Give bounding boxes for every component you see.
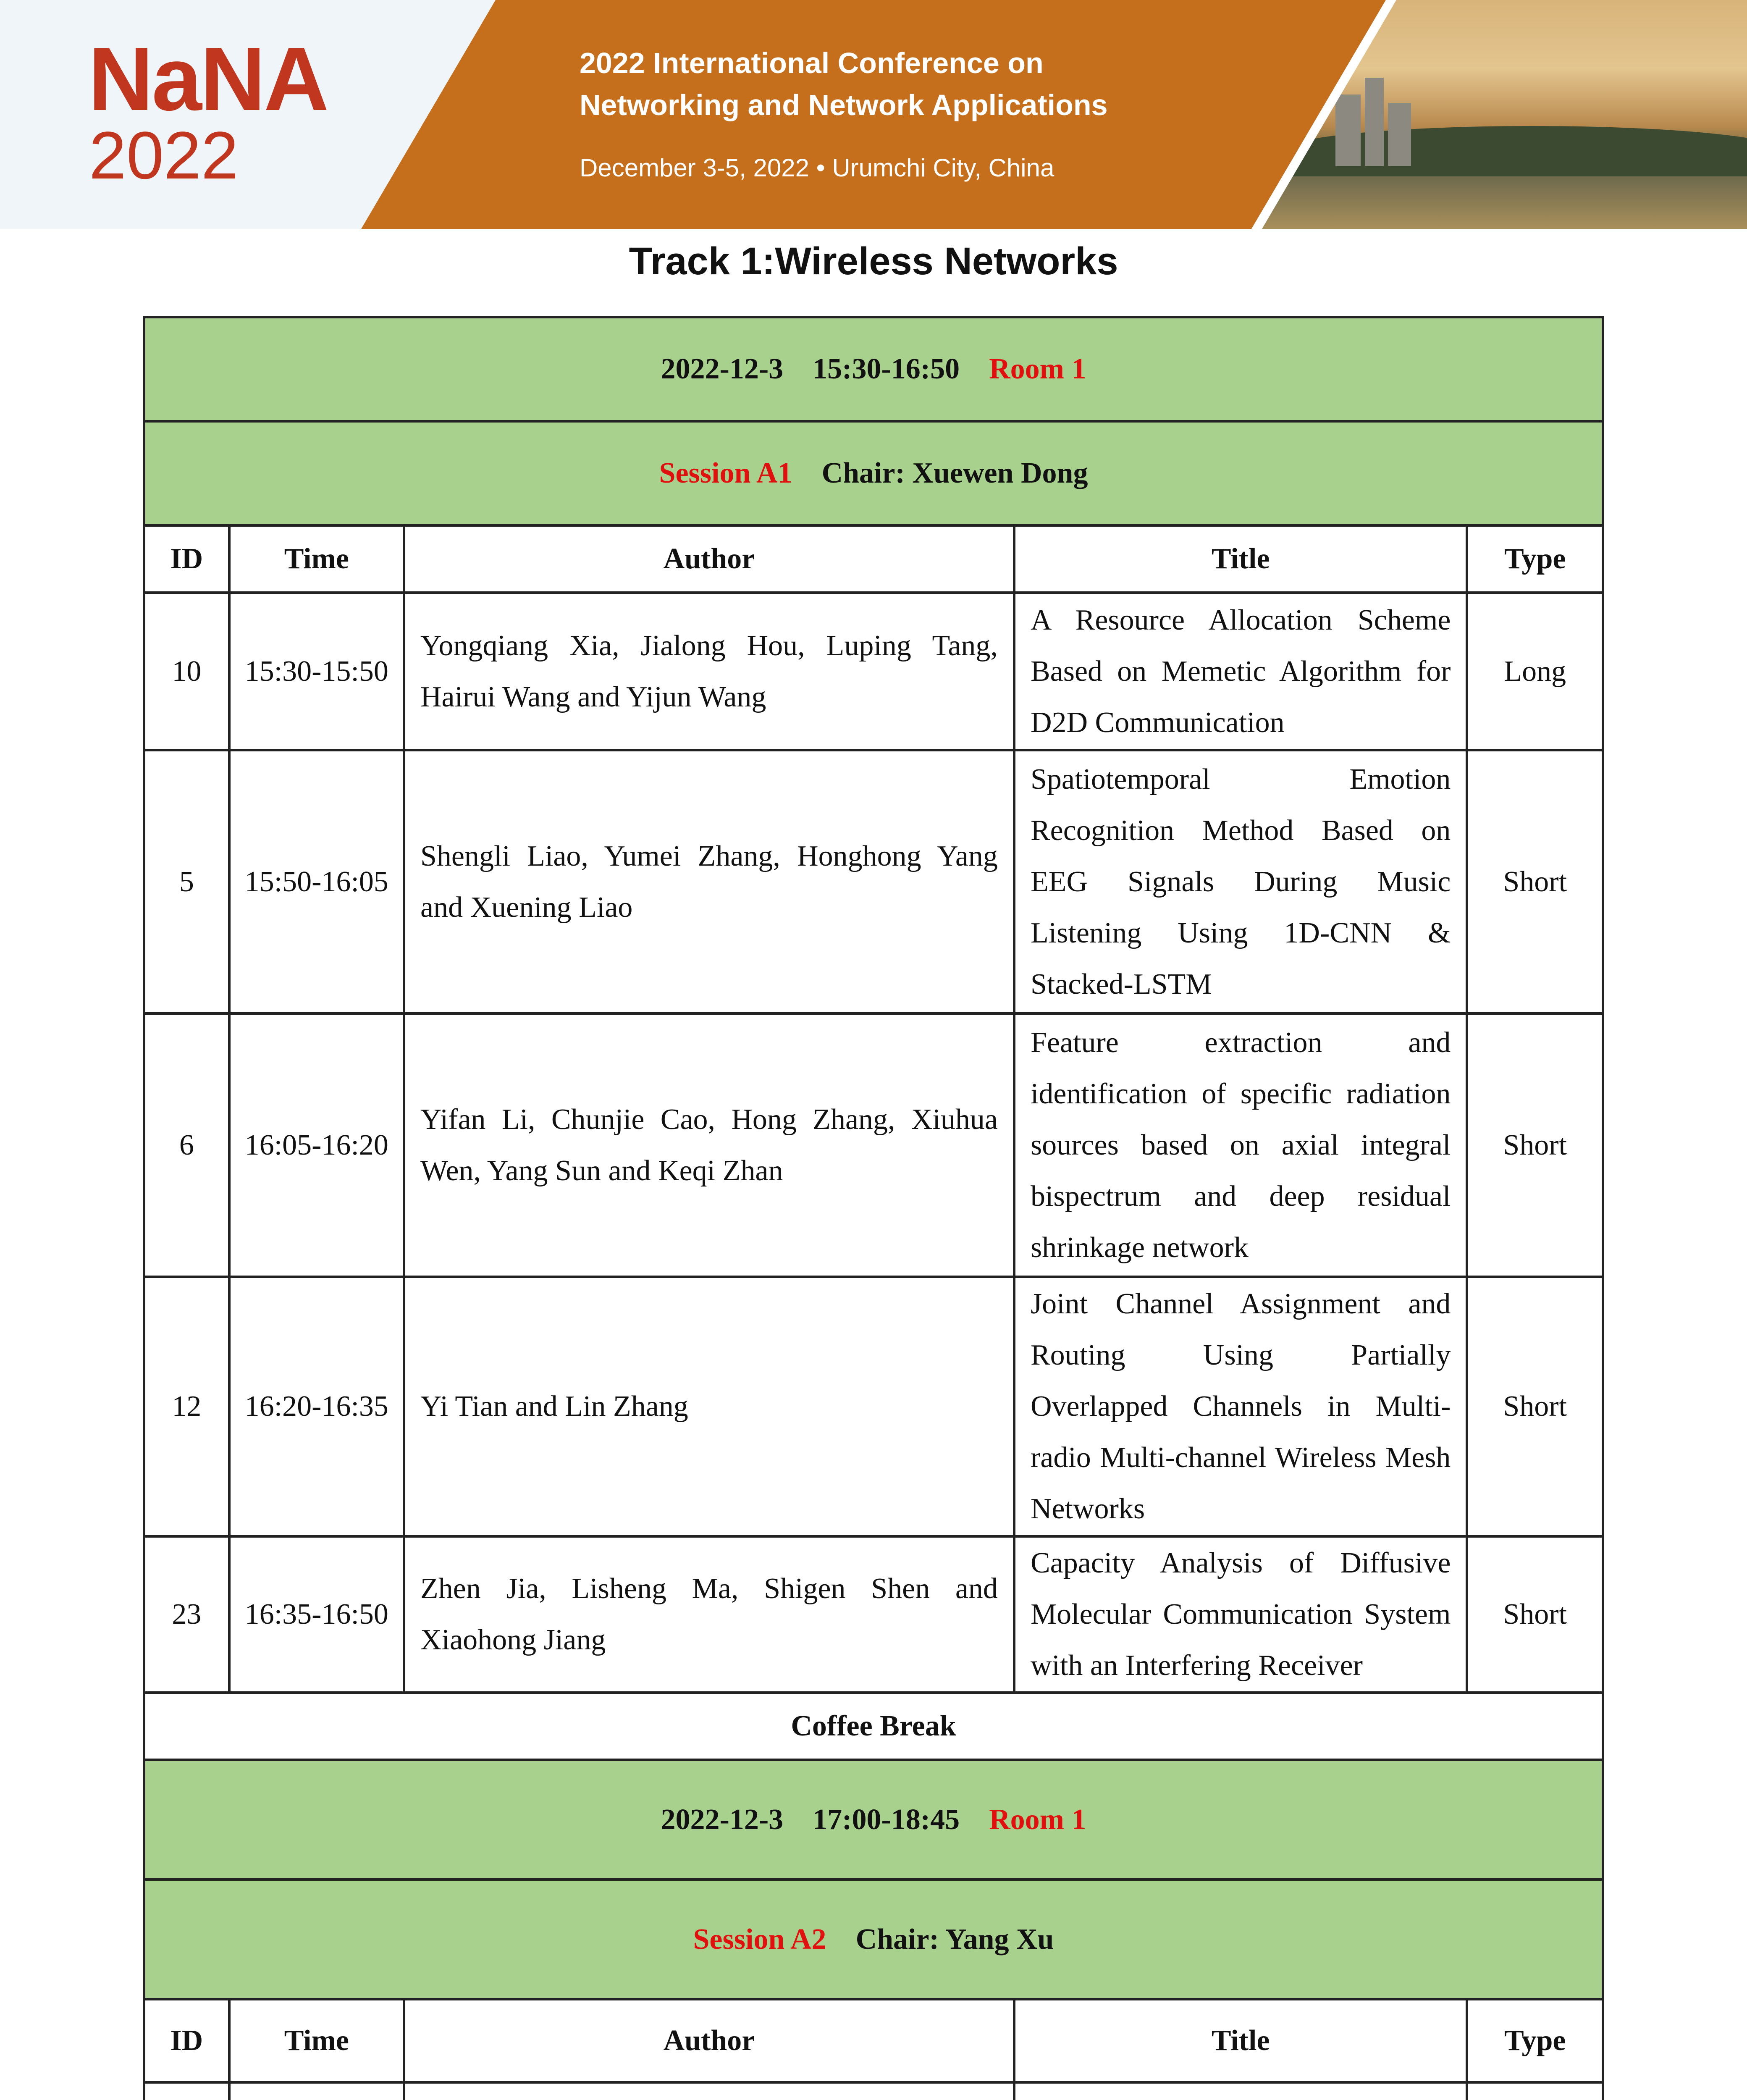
session-a1-datetime-row (144, 317, 1603, 421)
col-header-title: Title (1014, 525, 1467, 593)
session-a2-datetime: 2022-12-3 17:00-18:45 (661, 1803, 960, 1836)
paper-title: Spatiotemporal Emotion Recognition Method Based on EEG Signals During Music Listening Using 1D-CNN & Stacked-LSTM (1014, 750, 1467, 1013)
table-row (144, 2082, 1603, 2100)
session-a2-room: Room 1 (989, 1803, 1086, 1836)
logo-name: NaNA (88, 28, 328, 129)
paper-time: 16:20-16:35 (229, 1277, 404, 1536)
col-header-id: ID (144, 525, 229, 593)
paper-id: 5 (144, 750, 229, 1013)
conference-title-line2: Networking and Network Applications (580, 89, 1108, 121)
col-header-author: Author (404, 525, 1014, 593)
conference-date-location: December 3-5, 2022 • Urumchi City, China (580, 154, 1054, 182)
paper-authors: Yi Tian and Lin Zhang (404, 1277, 1014, 1536)
session-a2-datetime-row (144, 1760, 1603, 1880)
conference-title (580, 42, 1293, 126)
track-title: Track 1:Wireless Networks (629, 240, 1118, 283)
paper-authors: Yongqiang Xia, Jialong Hou, Luping Tang, Hairui Wang and Yijun Wang (404, 593, 1014, 750)
col-header-id: ID (144, 1999, 229, 2082)
paper-title: Feature extraction and identification of specific radiation sources based on axial integral bispectrum and deep residual shrinkage network (1014, 1013, 1467, 1277)
table-row (144, 1277, 1603, 1536)
paper-title: Joint Channel Assignment and Routing Using Partially Overlapped Channels in Multi-radio Multi-channel Wireless Mesh Networks (1014, 1277, 1467, 1536)
coffee-break-row (144, 1693, 1603, 1760)
paper-title (1014, 2082, 1467, 2100)
paper-type: Long (1467, 593, 1603, 750)
paper-id: 6 (144, 1013, 229, 1277)
session-a1-label: Session A1 (659, 457, 792, 489)
paper-time (229, 2082, 404, 2100)
paper-time: 16:05-16:20 (229, 1013, 404, 1277)
paper-authors: Shengli Liao, Yumei Zhang, Honghong Yang and Xuening Liao (404, 750, 1014, 1013)
paper-id: 12 (144, 1277, 229, 1536)
col-header-author: Author (404, 1999, 1014, 2082)
paper-title: Capacity Analysis of Diffusive Molecular Communication System with an Interfering Receiver (1014, 1536, 1467, 1693)
paper-type: Short (1467, 1536, 1603, 1693)
paper-title: A Resource Allocation Scheme Based on Memetic Algorithm for D2D Communication (1014, 593, 1467, 750)
coffee-break-label: Coffee Break (144, 1693, 1603, 1760)
paper-type: Short (1467, 750, 1603, 1013)
col-header-type: Type (1467, 525, 1603, 593)
paper-id: 23 (144, 1536, 229, 1693)
session-a2-chair-row (144, 1880, 1603, 1999)
paper-authors: Zhen Jia, Lisheng Ma, Shigen Shen and Xiaohong Jiang (404, 1536, 1014, 1693)
col-header-time: Time (229, 525, 404, 593)
table-row (144, 1536, 1603, 1693)
col-header-type: Type (1467, 1999, 1603, 2082)
paper-id (144, 2082, 229, 2100)
session-a1-chair: Chair: Xuewen Dong (821, 457, 1088, 489)
conference-title-line1: 2022 International Conference on (580, 47, 1044, 79)
session-a2-chair: Chair: Yang Xu (855, 1923, 1054, 1956)
session-a2-label: Session A2 (693, 1923, 826, 1956)
paper-authors (404, 2082, 1014, 2100)
paper-time: 15:50-16:05 (229, 750, 404, 1013)
paper-authors: Yifan Li, Chunjie Cao, Hong Zhang, Xiuhua Wen, Yang Sun and Keqi Zhan (404, 1013, 1014, 1277)
table-row (144, 1013, 1603, 1277)
col-header-title: Title (1014, 1999, 1467, 2082)
paper-type: Short (1467, 1277, 1603, 1536)
table-row (144, 750, 1603, 1013)
session-a1-chair-row (144, 421, 1603, 525)
schedule-table (143, 316, 1604, 2100)
column-header-row (144, 1999, 1603, 2082)
session-a1-room: Room 1 (989, 353, 1086, 385)
column-header-row (144, 525, 1603, 593)
col-header-time: Time (229, 1999, 404, 2082)
paper-type (1467, 2082, 1603, 2100)
session-a1-datetime: 2022-12-3 15:30-16:50 (661, 353, 960, 385)
table-row (144, 593, 1603, 750)
conference-header-banner (0, 0, 1747, 229)
paper-time: 15:30-15:50 (229, 593, 404, 750)
paper-id: 10 (144, 593, 229, 750)
paper-time: 16:35-16:50 (229, 1536, 404, 1693)
logo-year: 2022 (89, 118, 239, 193)
paper-type: Short (1467, 1013, 1603, 1277)
